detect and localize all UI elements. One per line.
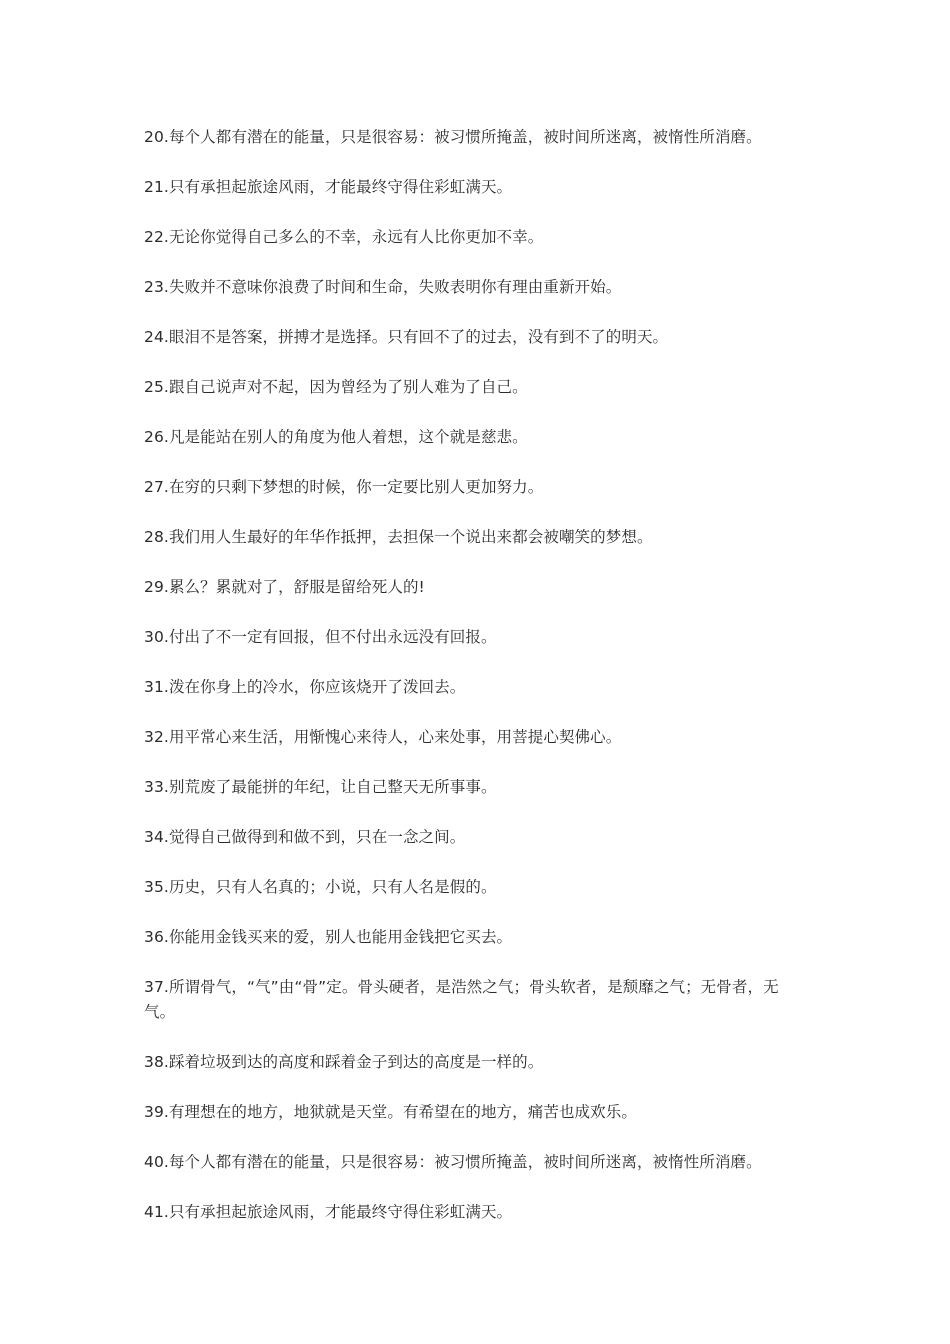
list-item: 39.有理想在的地方，地狱就是天堂。有希望在的地方，痛苦也成欢乐。 bbox=[144, 1103, 637, 1121]
list-item: 38.踩着垃圾到达的高度和踩着金子到达的高度是一样的。 bbox=[144, 1053, 544, 1071]
list-item: 24.眼泪不是答案，拼搏才是选择。只有回不了的过去，没有到不了的明天。 bbox=[144, 328, 669, 346]
list-item: 30.付出了不一定有回报，但不付出永远没有回报。 bbox=[144, 628, 497, 646]
list-item: 33.别荒废了最能拼的年纪，让自己整天无所事事。 bbox=[144, 778, 497, 796]
list-item: 32.用平常心来生活，用惭愧心来待人，心来处事，用菩提心契佛心。 bbox=[144, 728, 622, 746]
list-item: 34.觉得自己做得到和做不到，只在一念之间。 bbox=[144, 828, 466, 846]
list-item: 35.历史，只有人名真的；小说，只有人名是假的。 bbox=[144, 878, 497, 896]
list-item: 20.每个人都有潜在的能量，只是很容易：被习惯所掩盖，被时间所迷离，被惰性所消磨。 bbox=[144, 128, 762, 146]
list-item: 29.累么？累就对了，舒服是留给死人的! bbox=[144, 578, 425, 596]
list-item: 36.你能用金钱买来的爱，别人也能用金钱把它买去。 bbox=[144, 928, 513, 946]
list-item: 31.泼在你身上的冷水，你应该烧开了泼回去。 bbox=[144, 678, 466, 696]
list-item: 41.只有承担起旅途风雨，才能最终守得住彩虹满天。 bbox=[144, 1203, 513, 1221]
list-item: 25.跟自己说声对不起，因为曾经为了别人难为了自己。 bbox=[144, 378, 528, 396]
list-item: 21.只有承担起旅途风雨，才能最终守得住彩虹满天。 bbox=[144, 178, 513, 196]
list-item: 22.无论你觉得自己多么的不幸，永远有人比你更加不幸。 bbox=[144, 228, 544, 246]
list-item: 28.我们用人生最好的年华作抵押，去担保一个说出来都会被嘲笑的梦想。 bbox=[144, 528, 653, 546]
list-item: 26.凡是能站在别人的角度为他人着想，这个就是慈悲。 bbox=[144, 428, 528, 446]
list-item: 23.失败并不意味你浪费了时间和生命，失败表明你有理由重新开始。 bbox=[144, 278, 622, 296]
quote-list bbox=[144, 125, 808, 1250]
list-item: 37.所谓骨气，“气”由“骨”定。骨头硬者，是浩然之气；骨头软者，是颓靡之气；无骨者，无气。 bbox=[144, 978, 779, 1021]
list-item: 40.每个人都有潜在的能量，只是很容易：被习惯所掩盖，被时间所迷离，被惰性所消磨。 bbox=[144, 1153, 762, 1171]
list-item: 27.在穷的只剩下梦想的时候，你一定要比别人更加努力。 bbox=[144, 478, 544, 496]
